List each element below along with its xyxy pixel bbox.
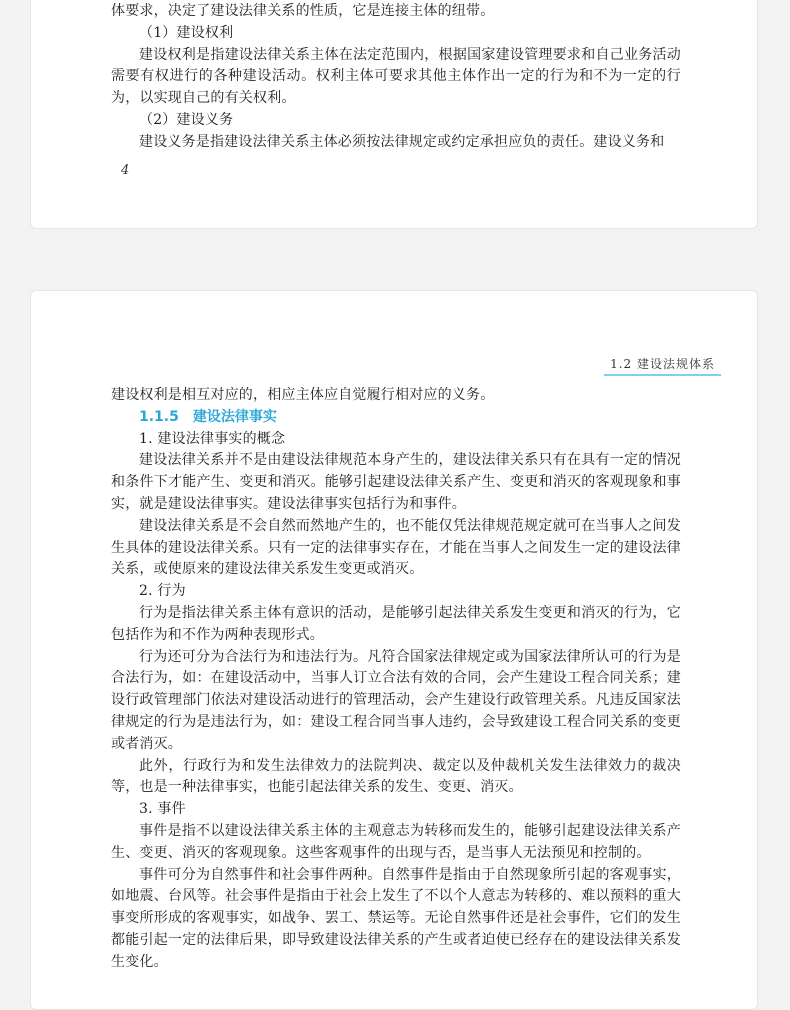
- paragraph: 体要求，决定了建设法律关系的性质，它是连接主体的纽带。: [111, 3, 495, 19]
- paragraph: 建设义务是指建设法律关系主体必须按法律规定或约定承担应负的责任。建设义务和: [139, 133, 665, 150]
- paragraph: 行为是指法律关系主体有意识的活动，是能够引起法律关系发生变更和消灭的行为，它包括作为和不作为两种表现形式。: [111, 604, 681, 643]
- paragraph: 建设权利是相互对应的，相应主体应自觉履行相对应的义务。: [111, 387, 495, 403]
- page-top: [30, 0, 758, 229]
- subheading: 3. 事件: [139, 801, 186, 818]
- paragraph: 建设法律关系是不会自然而然地产生的，也不能仅凭法律规范规定就可在当事人之间发生具体的建设法律关系。只有一定的法律事实存在，才能在当事人之间发生一定的建设法律关系，或使原来的建设法律关系发生变更或消灭。: [111, 517, 681, 578]
- subheading: 2. 行为: [139, 583, 186, 600]
- page-number: 4: [121, 163, 130, 178]
- page-bottom-body: [111, 385, 681, 974]
- paragraph: 此外，行政行为和发生法律效力的法院判决、裁定以及仲裁机关发生法律效力的裁决等，也是一种法律事实，也能引起法律关系的发生、变更、消灭。: [111, 757, 681, 796]
- page-top-body: [111, 1, 681, 154]
- subheading-duties: （2）建设义务: [139, 111, 234, 128]
- paragraph: 建设权利是指建设法律关系主体在法定范围内，根据国家建设管理要求和自己业务活动需要有权进行的各种建设活动。权利主体可要求其他主体作出一定的行为和不为一定的行为，以实现自己的有关权利。: [111, 46, 681, 107]
- paragraph: 建设法律关系并不是由建设法律规范本身产生的，建设法律关系只有在具有一定的情况和条件下才能产生、变更和消灭。能够引起建设法律关系产生、变更和消灭的客观现象和事实，就是建设法律事实。建设法律事实包括行为和事件。: [111, 452, 681, 512]
- running-header: 1.2 建设法规体系: [604, 355, 721, 376]
- paragraph: 行为还可分为合法行为和违法行为。凡符合国家法律规定或为国家法律所认可的行为是合法行为，如：在建设活动中，当事人订立合法有效的合同，会产生建设工程合同关系；建设行政管理部门依法对建设活动进行的管理活动，会产生建设行政管理关系。凡违反国家法律规定的行为是违法行为，如：建设工程合同当事人违约，会导致建设工程合同关系的变更或者消灭。: [111, 648, 681, 752]
- paragraph: 事件是指不以建设法律关系主体的主观意志为转移而发生的，能够引起建设法律关系产生、变更、消灭的客观现象。这些客观事件的出现与否，是当事人无法预见和控制的。: [111, 822, 681, 861]
- page-bottom: [30, 290, 758, 1010]
- subheading: 1. 建设法律事实的概念: [139, 430, 286, 447]
- subheading-rights: （1）建设权利: [139, 24, 234, 41]
- section-heading: 1.1.5 建设法律事实: [139, 408, 277, 425]
- paragraph: 事件可分为自然事件和社会事件两种。自然事件是指由于自然现象所引起的客观事实，如地震、台风等。社会事件是指由于社会上发生了不以个人意志为转移的、难以预料的重大事变所形成的客观事实，如战争、罢工、禁运等。无论自然事件还是社会事件，它们的发生都能引起一定的法律后果，即导致建设法律关系的产生或者迫使已经存在的建设法律关系发生变化。: [111, 866, 681, 970]
